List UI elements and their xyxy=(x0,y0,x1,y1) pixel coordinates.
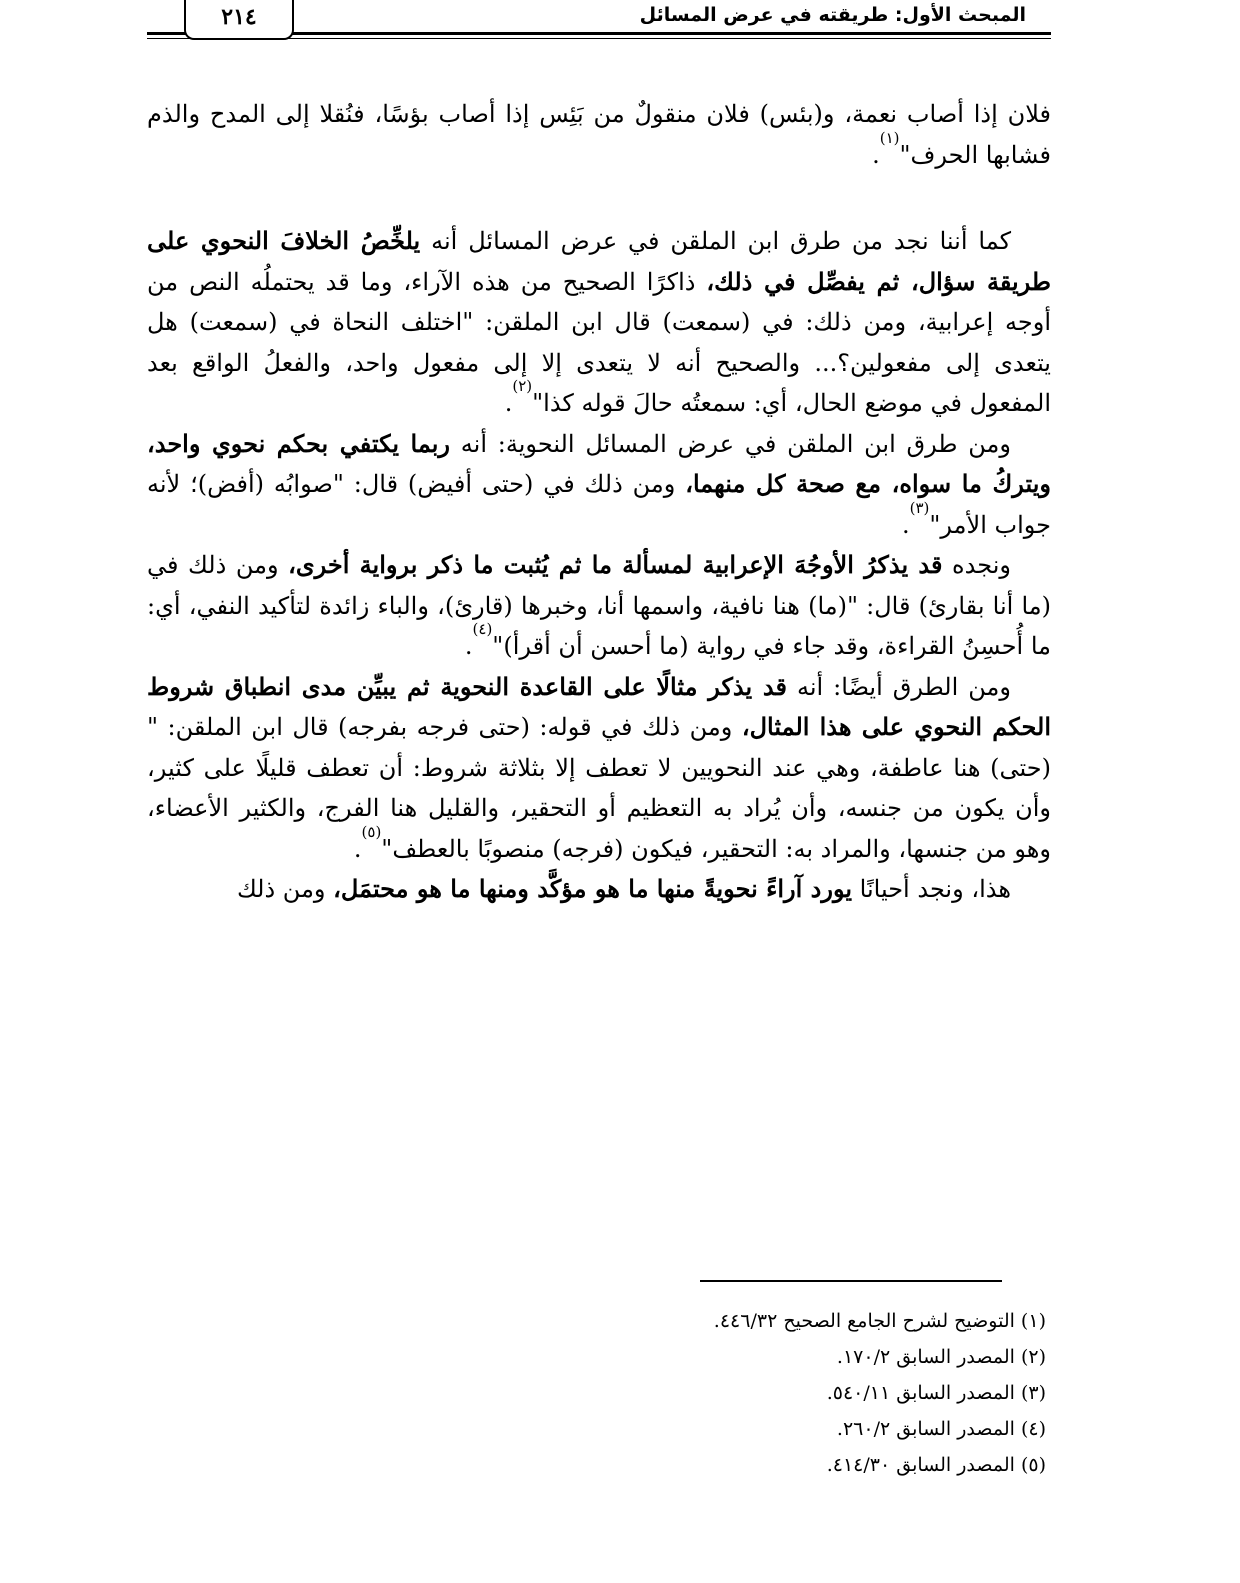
paragraph xyxy=(147,424,1051,546)
paragraph xyxy=(147,94,1051,175)
paragraph xyxy=(147,869,1051,910)
text-run: ونجده xyxy=(942,551,1011,579)
bold-phrase: يلخِّصُ الخلافَ النحوي على طريقة سؤال، ثم يفصِّل في ذلك، xyxy=(147,226,1051,296)
footnote: (١) التوضيح لشرح الجامع الصحيح ٤٤٦/٣٢. xyxy=(713,1310,1046,1332)
text-run: ومن ذلك xyxy=(236,875,334,903)
text-run: ومن ذلك في (ما أنا بقارئ) قال: "(ما) هنا نافية، واسمها أنا، وخبرها (قارئ)، والباء زائدة لتأكيد النفي، أي: ما أُحسِنُ القراءة، وقد جاء في رواية (ما أحسن أن أقرأ)" xyxy=(147,551,1051,660)
text-run: . xyxy=(901,510,910,539)
text-run: . xyxy=(464,632,473,660)
section-header-title: المبحث الأول: طريقته في عرض المسائل xyxy=(639,4,1026,26)
footnotes xyxy=(446,1303,1046,1483)
paragraph xyxy=(147,545,1051,667)
text-run: . xyxy=(353,834,362,863)
paragraph xyxy=(147,667,1051,870)
bold-phrase: يورد آراءً نحويةً منها ما هو مؤكَّد ومنها ما هو محتمَل، xyxy=(333,874,853,903)
text-run: كما أننا نجد من طرق ابن الملقن في عرض المسائل أنه xyxy=(420,227,1011,255)
footnote-ref: (٣) xyxy=(909,498,930,517)
bold-phrase: ربما يكتفي بحكم نحوي واحد، ويتركُ ما سواه، مع صحة كل منهما، xyxy=(147,428,1051,498)
text-run: ذاكرًا الصحيح من هذه الآراء، وما قد يحتملُه النص من أوجه إعرابية، ومن ذلك: في (سمعت) قال ابن الملقن: "اختلف النحاة في (سمعت) هل يتعدى إلى مفعولين؟... والصحيح أنه لا يتعدى إلا إلى مفعول واحد، والفعلُ الواقع بعد المفعول في موضع الحال، أي: سمعتُه حالَ قوله كذا" xyxy=(147,267,1051,417)
text-run: فلان إذا أصاب نعمة، و(بئس) فلان منقولٌ من بَئِس إذا أصاب بؤسًا، فنُقلا إلى المدح والذم فشابها الحرف" xyxy=(147,100,1051,169)
footnote-ref: (١) xyxy=(879,128,900,147)
bold-phrase: قد يذكرُ الأوجُهَ الإعرابية لمسألة ما ثم يُثبت ما ذكر برواية أخرى، xyxy=(288,550,943,579)
text-run: ومن الطرق أيضًا: أنه xyxy=(786,672,1011,701)
page-number: ٢١٤ xyxy=(184,0,294,40)
footnote-ref: (٢) xyxy=(512,377,533,395)
footnote: (٢) المصدر السابق ١٧٠/٢. xyxy=(836,1346,1046,1368)
text-run: ومن طرق ابن الملقن في عرض المسائل النحوية: أنه xyxy=(450,429,1012,458)
text-run: هذا، ونجد أحيانًا xyxy=(852,875,1011,903)
body-text xyxy=(147,94,1051,910)
footnote-ref: (٥) xyxy=(361,822,382,841)
text-run: . xyxy=(504,389,513,417)
footnote: (٤) المصدر السابق ٢٦٠/٢. xyxy=(836,1418,1046,1440)
footnote-separator xyxy=(700,1280,1002,1282)
footnote-ref: (٤) xyxy=(472,620,493,638)
text-run: ومن ذلك في قوله: (حتى فرجه بفرجه) قال ابن الملقن: "(حتى) هنا عاطفة، وهي عند النحويين لا تعطف إلا بثلاثة شروط: أن تعطف قليلًا على كثير، وأن يكون من جنسه، وأن يُراد به التعظيم أو التحقير، والقليل هنا الفرج، والكثير الأعضاء، وهو من جنسها، والمراد به: التحقير، فيكون (فرجه) منصوبًا بالعطف" xyxy=(147,713,1051,863)
footnote: (٣) المصدر السابق ٥٤٠/١١. xyxy=(826,1382,1046,1404)
text-run: ومن ذلك في (حتى أفيض) قال: "صوابُه (أفض)؛ لأنه جواب الأمر" xyxy=(147,470,1051,539)
paragraph xyxy=(147,221,1051,424)
footnote: (٥) المصدر السابق ٤١٤/٣٠. xyxy=(826,1454,1046,1476)
text-run: . xyxy=(872,140,880,169)
bold-phrase: قد يذكر مثالًا على القاعدة النحوية ثم يبيِّن مدى انطباق شروط الحكم النحوي على هذا المثال، xyxy=(147,671,1051,741)
